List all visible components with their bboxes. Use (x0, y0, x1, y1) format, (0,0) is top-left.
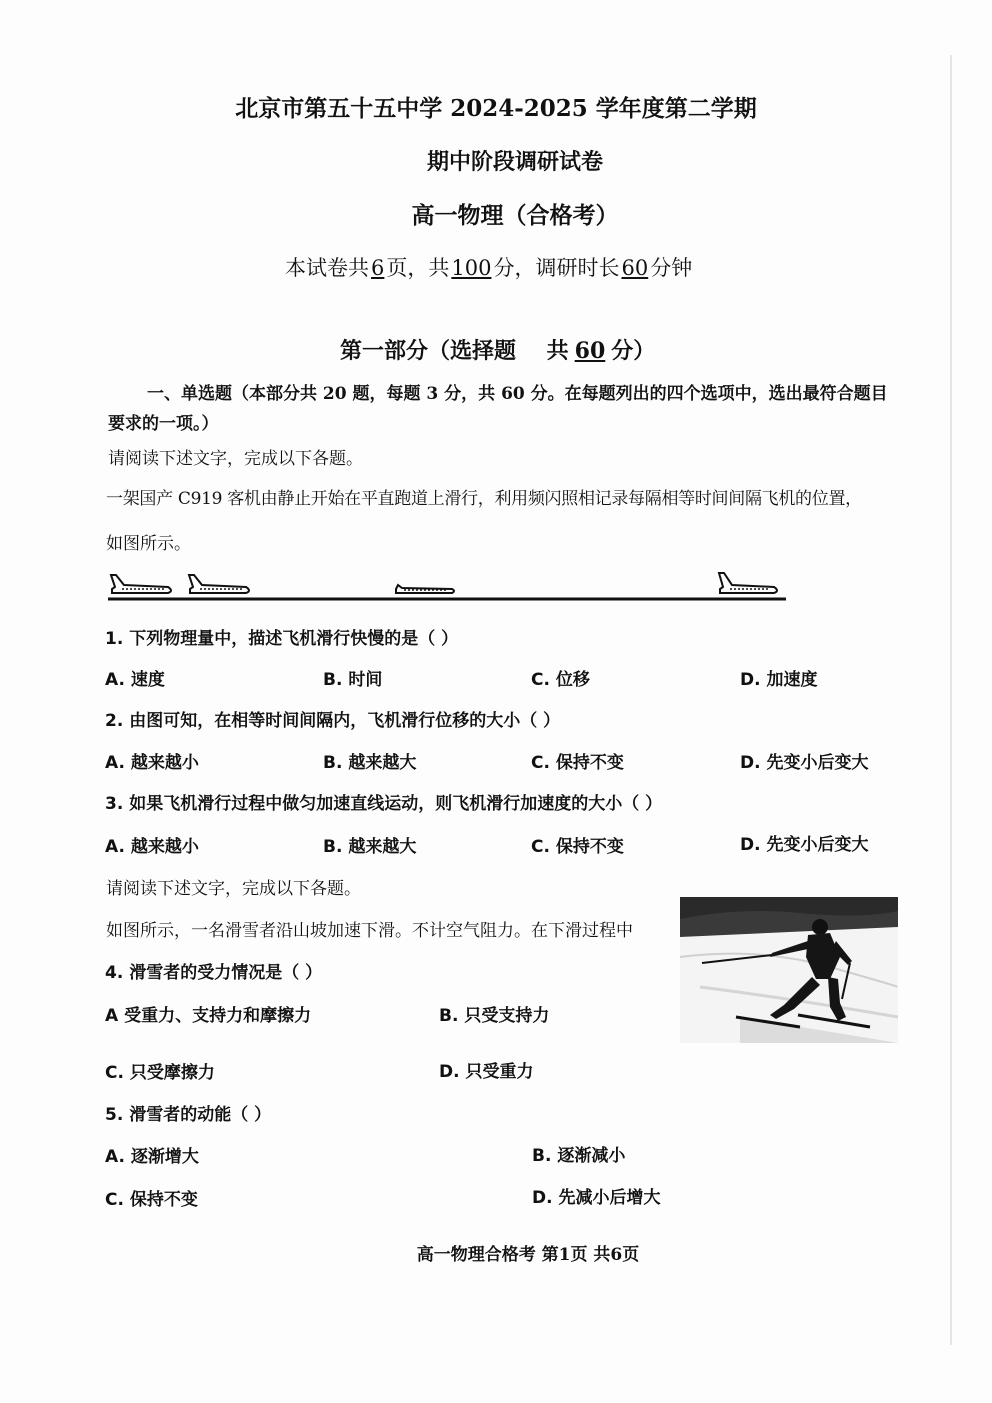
option-c[interactable]: C. 保持不变 (531, 837, 624, 857)
info-text: 分钟 (650, 256, 693, 280)
exam-title: 北京市第五十五中学 2024-2025 学年度第二学期 (235, 95, 757, 122)
option-a[interactable]: A. 越来越小 (105, 753, 199, 773)
section-instruction: 一、单选题（本部分共 20 题，每题 3 分，共 60 分。在每题列出的四个选项中，选出最符合题目 (147, 384, 888, 404)
option-b[interactable]: B. 越来越大 (323, 837, 417, 857)
exam-info (285, 252, 692, 282)
option-d[interactable]: D. 加速度 (740, 670, 818, 690)
option-b[interactable]: B. 时间 (323, 670, 383, 690)
question-stem: 4. 滑雪者的受力情况是（ ） (105, 963, 323, 983)
option-c[interactable]: C. 保持不变 (531, 753, 624, 773)
option-b[interactable]: B. 越来越大 (323, 753, 417, 773)
airplane-icon (396, 585, 454, 593)
option-d[interactable]: D. 先变小后变大 (740, 835, 869, 855)
option-a[interactable]: A 受重力、支持力和摩擦力 (105, 1006, 312, 1026)
subject-title: 高一物理（合格考） (411, 202, 619, 229)
option-a[interactable]: A. 速度 (105, 670, 165, 690)
exam-subtitle: 期中阶段调研试卷 (426, 149, 603, 175)
skier-head (812, 919, 828, 935)
question-stem: 5. 滑雪者的动能（ ） (105, 1105, 272, 1125)
page-edge (950, 55, 952, 1345)
airplane-strobe-figure (100, 565, 800, 610)
info-text: 分，调研时长 (493, 256, 620, 280)
option-b[interactable]: B. 只受支持力 (439, 1006, 550, 1026)
question-stem: 2. 由图可知，在相等时间间隔内，飞机滑行位移的大小（ ） (105, 711, 561, 731)
option-a[interactable]: A. 越来越小 (105, 837, 199, 857)
reading-intro: 请阅读下述文字，完成以下各题。 (106, 879, 361, 899)
question-stem: 1. 下列物理量中，描述飞机滑行快慢的是（ ） (105, 629, 459, 649)
airplane-icon (111, 575, 171, 593)
reading-passage: 如图所示，一名滑雪者沿山坡加速下滑。不计空气阻力。在下滑过程中 (106, 921, 633, 941)
skier-photo (680, 897, 898, 1043)
part-title (340, 334, 655, 365)
page-footer: 高一物理合格考 第1页 共6页 (416, 1245, 640, 1265)
duration-minutes: 60 (621, 256, 649, 280)
option-d[interactable]: D. 只受重力 (439, 1062, 534, 1082)
option-c[interactable]: C. 保持不变 (105, 1190, 198, 1210)
page-count: 6 (371, 256, 385, 280)
part-title-text: 分） (611, 338, 656, 364)
reading-passage: 一架国产 C919 客机由静止开始在平直跑道上滑行，利用频闪照相记录每隔相等时间间隔飞机的位置， (106, 489, 862, 509)
airplane-icon (189, 575, 249, 593)
airplane-icon (719, 573, 777, 593)
reading-passage: 如图所示。 (106, 534, 191, 554)
section-instruction: 要求的一项。） (108, 414, 219, 434)
option-c[interactable]: C. 位移 (531, 670, 590, 690)
info-text: 页，共 (386, 256, 450, 280)
reading-intro: 请阅读下述文字，完成以下各题。 (108, 449, 363, 469)
part-title-text: 第一部分（选择题 共 (340, 338, 569, 364)
option-d[interactable]: D. 先减小后增大 (532, 1188, 661, 1208)
info-text: 本试卷共 (285, 256, 369, 280)
total-score: 100 (451, 256, 492, 280)
option-a[interactable]: A. 逐渐增大 (105, 1147, 199, 1167)
question-stem: 3. 如果飞机滑行过程中做匀加速直线运动，则飞机滑行加速度的大小（ ） (105, 794, 663, 814)
option-b[interactable]: B. 逐渐减小 (532, 1146, 626, 1166)
part-score: 60 (574, 338, 606, 364)
option-d[interactable]: D. 先变小后变大 (740, 753, 869, 773)
option-c[interactable]: C. 只受摩擦力 (105, 1063, 215, 1083)
